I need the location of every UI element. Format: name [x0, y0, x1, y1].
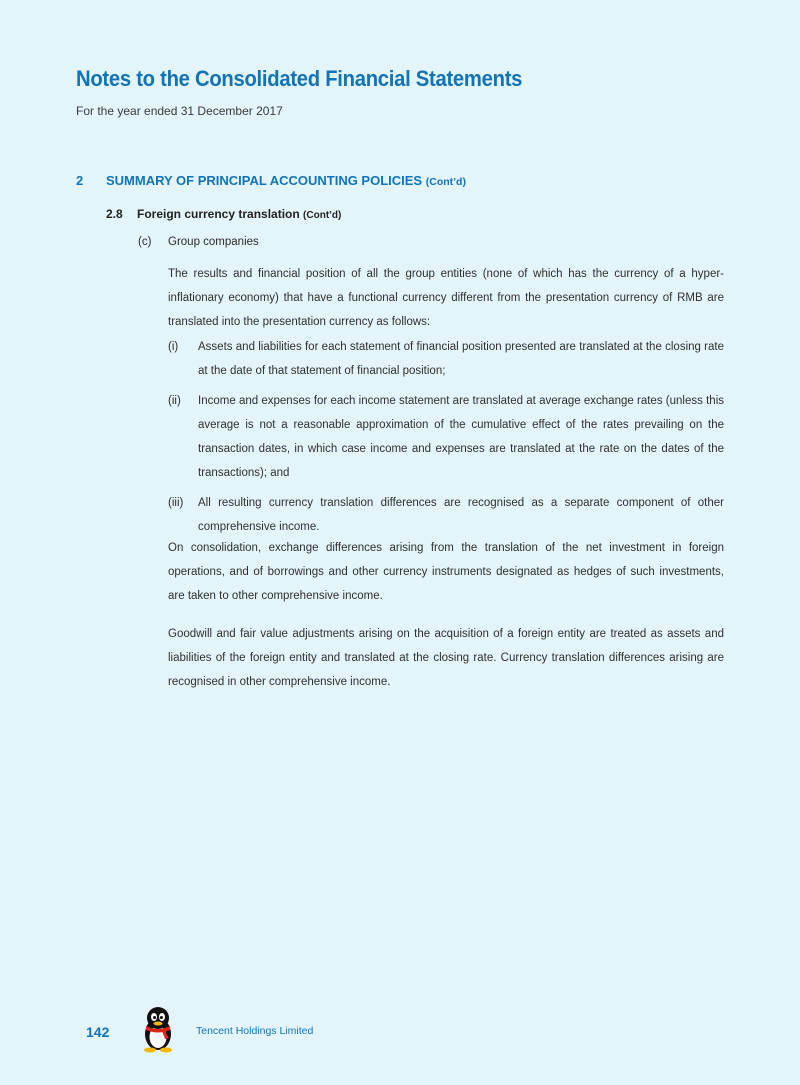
subsection-number: 2.8: [106, 207, 123, 221]
list-item-text: All resulting currency translation differences are recognised as a separate component of other comprehensive income.: [198, 497, 724, 533]
penguin-mascot-icon: [138, 1004, 178, 1054]
consolidation-paragraph: On consolidation, exchange differences arising from the translation of the net investment in foreign operations, and of borrowings and other currency instruments designated as hedges of such investments, are taken to other comprehensive income.: [168, 542, 724, 602]
list-item-text: Income and expenses for each income statement are translated at average exchange rates (unless this average is not a reasonable approximation of the cumulative effect of the rates prevailing on the transaction dates, in which case income and expenses are translated at the rate on the dates of the transactions); and: [198, 395, 724, 479]
list-item-label: (iii): [168, 497, 184, 509]
subsection-title: Foreign currency translation: [137, 207, 300, 221]
goodwill-paragraph: Goodwill and fair value adjustments arising on the acquisition of a foreign entity are treated as assets and liabilities of the foreign entity and translated at the closing rate. Currency translation differences arising are recognised in other comprehensive income.: [168, 628, 724, 688]
page-number: 142: [86, 1024, 110, 1040]
section-title: SUMMARY OF PRINCIPAL ACCOUNTING POLICIES: [106, 173, 423, 188]
item-label: (c): [138, 236, 152, 248]
translation-list: [168, 335, 724, 540]
list-item-label: (i): [168, 341, 179, 353]
subsection-suffix: (Cont’d): [303, 210, 342, 221]
section-suffix: (Cont’d): [425, 176, 466, 188]
list-item: [168, 491, 724, 539]
list-item: [168, 389, 724, 485]
item-title: Group companies: [168, 236, 259, 248]
list-item-label: (ii): [168, 395, 181, 407]
page-title: Notes to the Consolidated Financial Statements: [76, 66, 523, 91]
list-item-text: Assets and liabilities for each statement of financial position presented are translated at the closing rate at the date of that statement of financial position;: [198, 341, 724, 377]
page-subtitle: For the year ended 31 December 2017: [76, 104, 283, 118]
section-heading: [76, 173, 466, 188]
item-heading: [138, 236, 259, 248]
list-item: [168, 335, 724, 383]
subsection-heading: [106, 207, 341, 221]
intro-paragraph: The results and financial position of all the group entities (none of which has the currency of a hyper-inflationary economy) that have a functional currency different from the presentation currency of RMB are translated into the presentation currency as follows:: [168, 268, 724, 328]
company-name: Tencent Holdings Limited: [196, 1025, 314, 1037]
section-number: 2: [76, 173, 84, 188]
